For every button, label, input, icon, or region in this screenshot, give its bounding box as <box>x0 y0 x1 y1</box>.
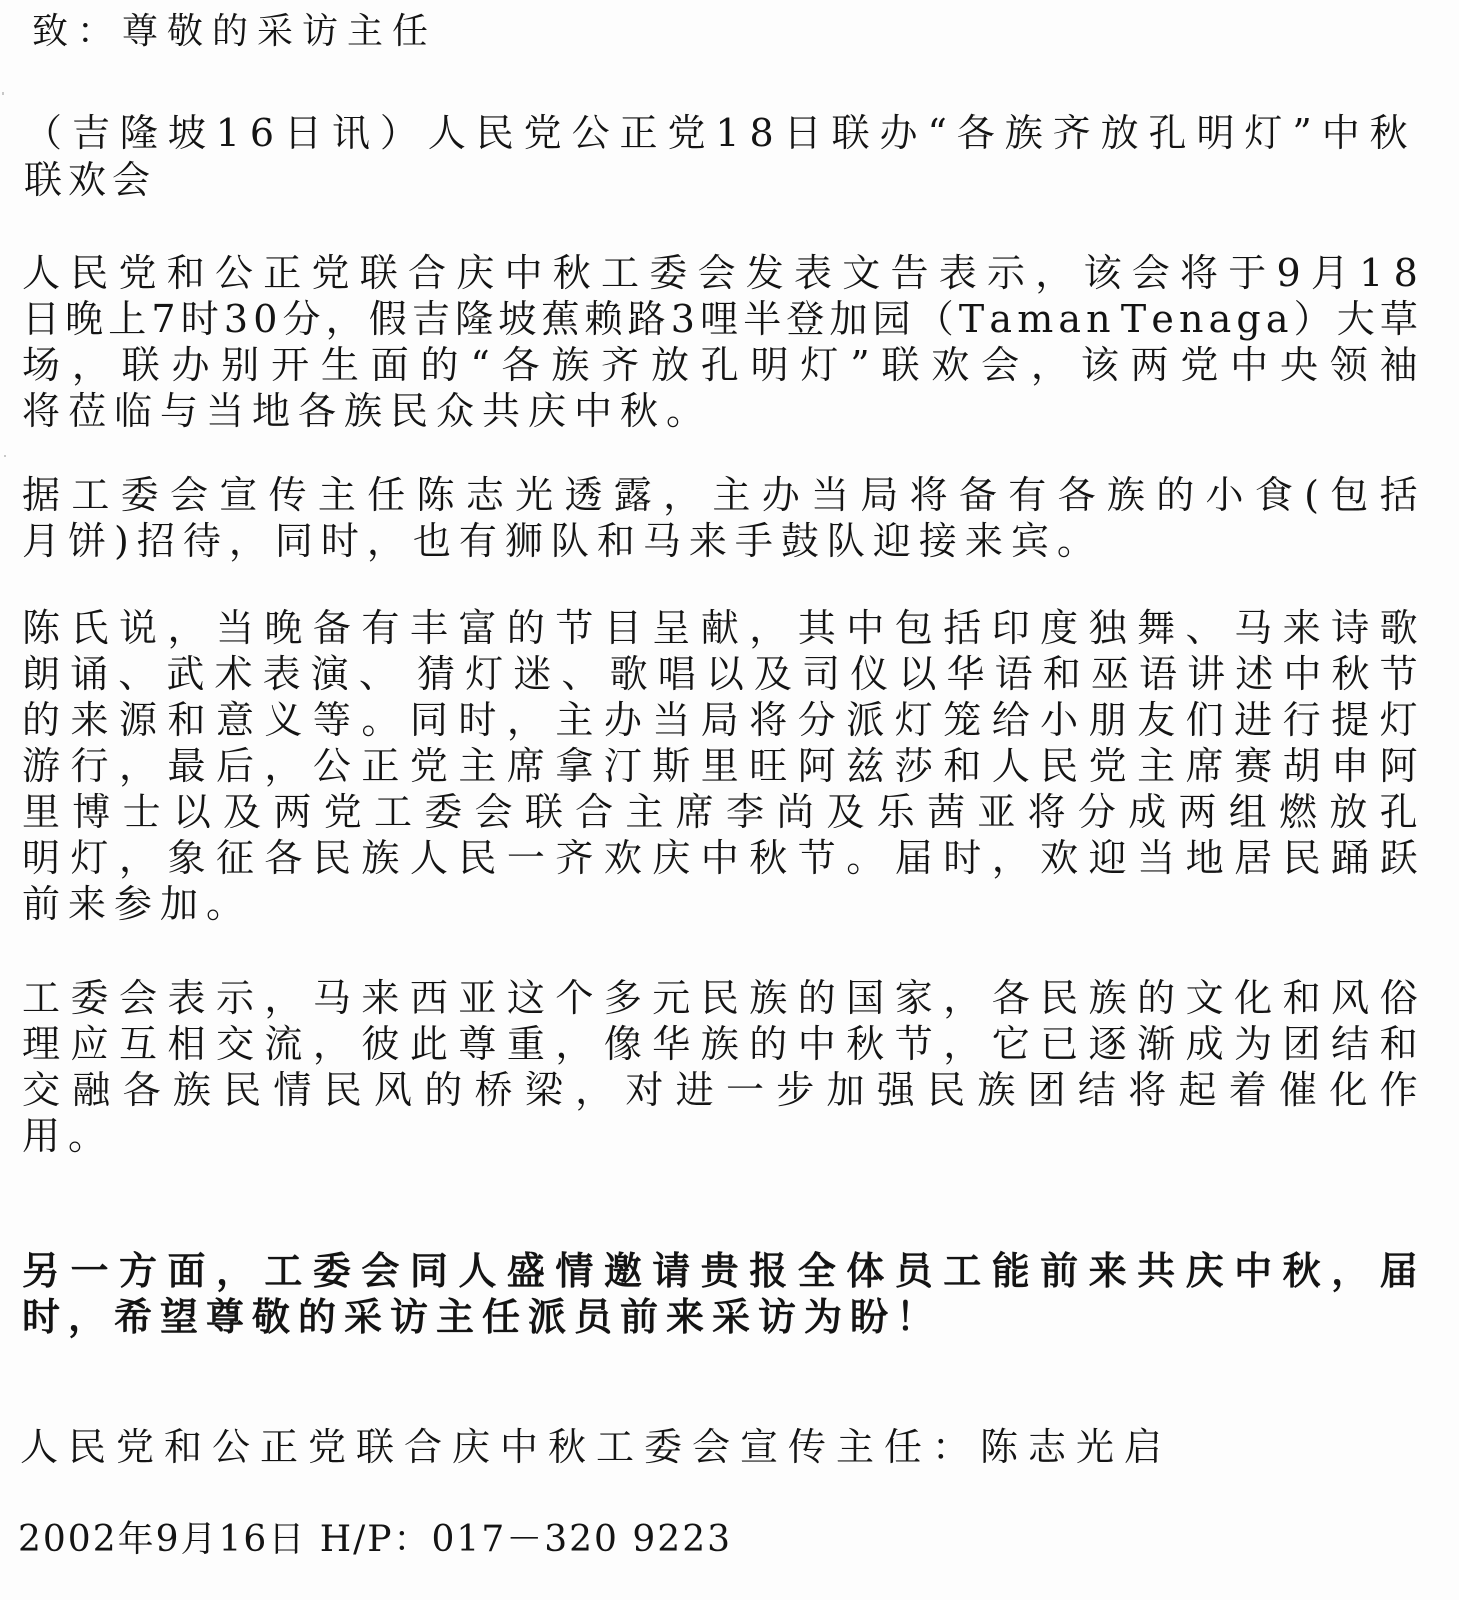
paragraph-programme <box>22 605 1418 927</box>
paragraph-line: 朗 诵 、 武 术 表 演 、 猜 灯 迷 、 歌 唱 以 及 司 仪 以 华 语 和 巫 语 讲 述 中 秋 节 <box>22 652 1418 696</box>
recipient-line: 致：尊敬的采访主任 <box>32 11 438 52</box>
paragraph-line: 的 来 源 和 意 义 等 。 同 时 ， 主 办 当 局 将 分 派 灯 笼 给 小 朋 友 们 进 行 提 灯 <box>22 698 1418 742</box>
paragraph-line: 前来参加。 <box>22 882 253 926</box>
paragraph-line: 月饼)招待，同时，也有狮队和马来手鼓队迎接来宾。 <box>22 519 1103 563</box>
paragraph-line: 另 一 方 面 ， 工 委 会 同 人 盛 情 邀 请 贵 报 全 体 员 工 能 前 来 共 庆 中 秋 ， 届 <box>22 1248 1418 1293</box>
signature-line: 人民党和公正党联合庆中秋工委会宣传主任：陈志光启 <box>20 1425 1173 1469</box>
paragraph-line: 交 融 各 族 民 情 民 风 的 桥 梁 ， 对 进 一 步 加 强 民 族 团 结 将 起 着 催 化 作 <box>22 1068 1418 1112</box>
scan-speck <box>4 455 6 457</box>
scan-speck <box>2 92 4 95</box>
paragraph-line: 明 灯 ， 象 征 各 民 族 人 民 一 齐 欢 庆 中 秋 节 。 届 时 ， 欢 迎 当 地 居 民 踊 跃 <box>22 836 1418 880</box>
paragraph-line: 游 行 ， 最 后 ， 公 正 党 主 席 拿 汀 斯 里 旺 阿 兹 莎 和 人 民 党 主 席 赛 胡 申 阿 <box>22 744 1418 788</box>
paragraph-press-invitation <box>22 1248 1418 1340</box>
paragraph-line: 陈 氏 说 ， 当 晚 备 有 丰 富 的 节 目 呈 献 ， 其 中 包 括 印 度 独 舞 、 马 来 诗 歌 <box>22 606 1418 650</box>
paragraph-event-announcement <box>22 250 1418 434</box>
paragraph-line: 里 博 士 以 及 两 党 工 委 会 联 合 主 席 李 尚 及 乐 茜 亚 将 分 成 两 组 燃 放 孔 <box>22 790 1418 834</box>
paragraph-line: 日 晚 上 7 时 3 0 分 ， 假 吉 隆 坡 蕉 赖 路 3 哩 半 登 加 园 （ T a m a n T e n a g a ） 大 草 <box>22 297 1418 341</box>
headline-line-2: 联欢会 <box>24 158 157 202</box>
paragraph-line: 工 委 会 表 示 ， 马 来 西 亚 这 个 多 元 民 族 的 国 家 ， 各 民 族 的 文 化 和 风 俗 <box>22 976 1418 1020</box>
paragraph-refreshments <box>22 472 1418 564</box>
paragraph-line: 据 工 委 会 宣 传 主 任 陈 志 光 透 露 ， 主 办 当 局 将 备 有 各 族 的 小 食 ( 包 括 <box>22 473 1418 517</box>
headline <box>24 110 1414 204</box>
paragraph-line: 人 民 党 和 公 正 党 联 合 庆 中 秋 工 委 会 发 表 文 告 表 示 ， 该 会 将 于 9 月 1 8 <box>22 251 1418 295</box>
paragraph-line: 场 ， 联 办 别 开 生 面 的 “ 各 族 齐 放 孔 明 灯 ” 联 欢 会 ， 该 两 党 中 央 领 袖 <box>22 343 1418 387</box>
date-contact-line: 2002年9月16日 H/P：017－320 9223 <box>18 1519 733 1560</box>
paragraph-line: 理 应 互 相 交 流 ， 彼 此 尊 重 ， 像 华 族 的 中 秋 节 ， 它 已 逐 渐 成 为 团 结 和 <box>22 1022 1418 1066</box>
paragraph-line: 将莅临与当地各族民众共庆中秋。 <box>22 389 713 433</box>
paragraph-cultural-exchange <box>22 975 1418 1159</box>
paragraph-line: 用。 <box>22 1114 115 1158</box>
headline-line-1: （ 吉 隆 坡 1 6 日 讯 ） 人 民 党 公 正 党 1 8 日 联 办 “ 各 族 齐 放 孔 明 灯 ” 中 秋 <box>24 111 1414 155</box>
paragraph-line: 时，希望尊敬的采访主任派员前来采访为盼！ <box>22 1294 943 1339</box>
